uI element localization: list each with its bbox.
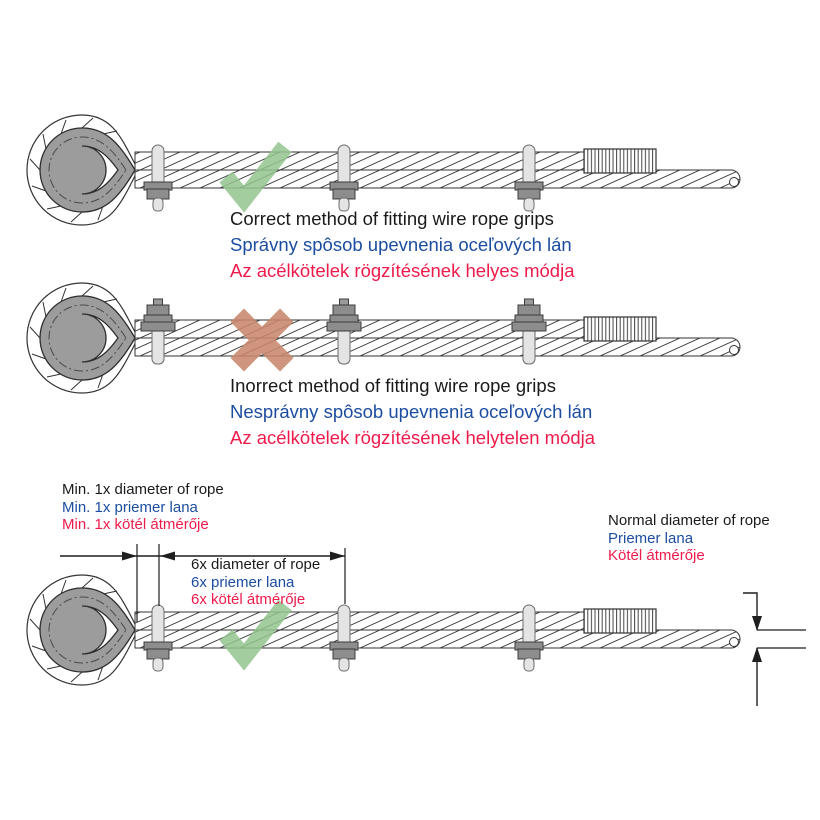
six-diameter-en: 6x diameter of rope — [191, 556, 321, 573]
dimension-rope-diagram — [27, 575, 740, 685]
normal-diameter-en: Normal diameter of rope — [608, 512, 770, 529]
normal-diameter-hu: Kötél átmérője — [608, 547, 705, 564]
six-diameter-hu: 6x kötél átmérője — [191, 591, 306, 608]
six-diameter-sk: 6x priemer lana — [191, 573, 295, 591]
six-diameter-label — [191, 556, 320, 609]
incorrect-caption-hu: Az acélkötelek rögzítésének helytelen módja — [230, 427, 596, 448]
min-diameter-hu: Min. 1x kötél átmérője — [62, 516, 209, 533]
min-diameter-sk: Min. 1x priemer lana — [62, 498, 198, 516]
correct-caption — [230, 206, 575, 284]
normal-diameter-label — [608, 512, 770, 565]
correct-caption-en: Correct method of fitting wire rope grips — [230, 208, 554, 229]
correct-caption-hu: Az acélkötelek rögzítésének helyes módja — [230, 260, 575, 281]
incorrect-caption-en: Inorrect method of fitting wire rope grips — [230, 375, 556, 396]
incorrect-caption-sk: Nesprávny spôsob upevnenia oceľových lán — [230, 401, 593, 422]
min-diameter-en: Min. 1x diameter of rope — [62, 481, 224, 498]
min-diameter-label — [62, 481, 224, 534]
normal-diameter-sk: Priemer lana — [608, 529, 694, 547]
incorrect-caption — [230, 373, 595, 451]
correct-caption-sk: Správny spôsob upevnenia oceľových lán — [230, 234, 572, 255]
